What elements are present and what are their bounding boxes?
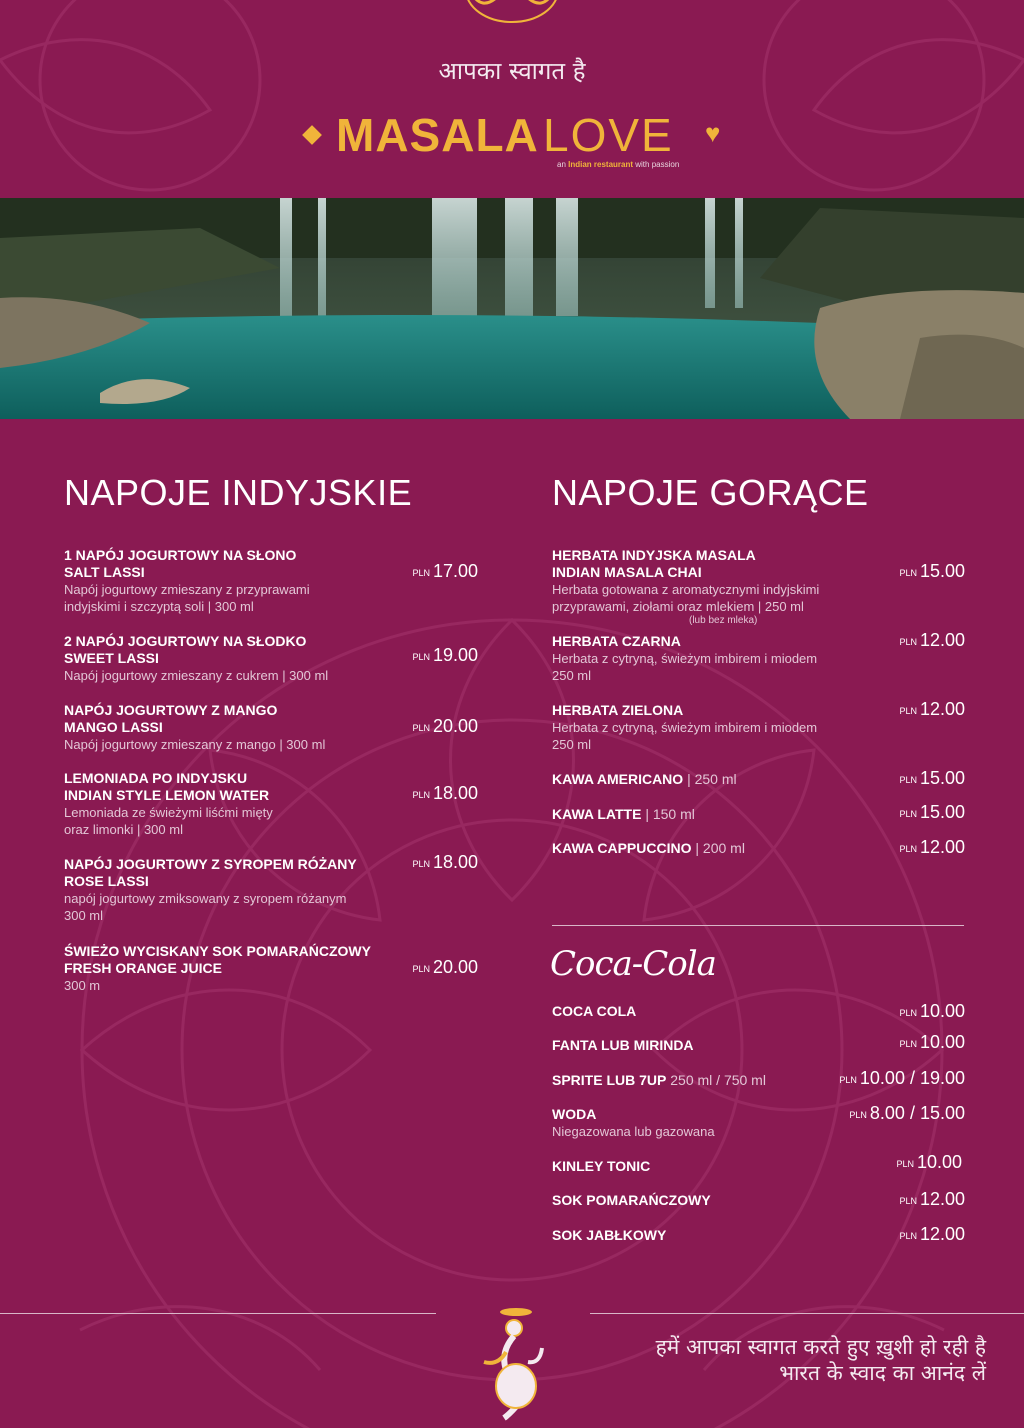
waterfall-illustration xyxy=(0,198,1024,419)
logo-tagline: an Indian restaurant with passion xyxy=(557,160,680,169)
logo-love: LOVE xyxy=(543,109,674,161)
menu-item-americano: KAWA AMERICANO | 250 ml xyxy=(552,771,737,787)
price-orange-juice-box: PLN 12.00 xyxy=(899,1189,965,1209)
price-green-tea: PLN 12.00 xyxy=(899,699,965,719)
menu-item-salt-lassi: 1 NAPÓJ JOGURTOWY NA SŁONO SALT LASSI Napój jogurtowy zmieszany z przyprawami indyjskimi i szczyptą soli | 300 ml xyxy=(64,547,310,614)
menu-item-mango-lassi: NAPÓJ JOGURTOWY Z MANGO MANGO LASSI Napój jogurtowy zmieszany z mango | 300 ml xyxy=(64,702,326,752)
price-sweet-lassi: PLN 19.00 xyxy=(412,645,478,665)
menu-item-masala-chai: HERBATA INDYJSKA MASALA INDIAN MASALA CHAI Herbata gotowana z aromatycznymi indyjskimi przyprawami, ziołami oraz mlekiem | 250 ml xyxy=(552,547,820,614)
menu-item-rose-lassi: NAPÓJ JOGURTOWY Z SYROPEM RÓŻANY ROSE LASSI napój jogurtowy zmiksowany z syropem różanym 300 ml xyxy=(64,856,357,923)
price-cappuccino: PLN 12.00 xyxy=(899,837,965,857)
footer-divider-right xyxy=(590,1313,1024,1314)
coca-cola-logo: Coca-Cola xyxy=(550,944,716,984)
hero-waterfall-image xyxy=(0,198,1024,419)
menu-item-coca-cola: COCA COLA xyxy=(552,1003,637,1019)
price-masala-chai: PLN 15.00 xyxy=(899,561,965,581)
footer-greeting-line-1: हमें आपका स्वागत करते हुए ख़ुशी हो रही है xyxy=(655,1335,986,1359)
welcome-text: आपका स्वागत है xyxy=(438,57,586,85)
footer-greeting-line-2: भारत के स्वाद का आनंद लें xyxy=(779,1361,986,1385)
price-mango-lassi: PLN 20.00 xyxy=(412,716,478,736)
section-divider xyxy=(552,925,964,926)
logo-masala: MASALA xyxy=(336,109,539,161)
menu-item-latte: KAWA LATTE | 150 ml xyxy=(552,806,695,822)
masala-chai-note: (lub bez mleka) xyxy=(689,615,758,626)
menu-item-black-tea: HERBATA CZARNA Herbata z cytryną, świeżym imbirem i miodem 250 ml xyxy=(552,633,818,683)
menu-item-orange-juice-box: SOK POMARAŃCZOWY xyxy=(552,1192,711,1208)
price-coca-cola: PLN 10.00 xyxy=(899,1001,965,1021)
menu-item-green-tea: HERBATA ZIELONA Herbata z cytryną, świeżym imbirem i miodem 250 ml xyxy=(552,702,818,752)
menu-item-lemon-water: LEMONIADA PO INDYJSKU INDIAN STYLE LEMON WATER Lemoniada ze świeżymi liśćmi mięty oraz limonki | 300 ml xyxy=(64,770,273,837)
price-sprite: PLN 10.00 / 19.00 xyxy=(839,1068,965,1088)
price-kinley-tonic: PLN 10.00 xyxy=(896,1152,962,1172)
menu-item-sweet-lassi: 2 NAPÓJ JOGURTOWY NA SŁODKO SWEET LASSI Napój jogurtowy zmieszany z cukrem | 300 ml xyxy=(64,633,329,683)
menu-item-water: WODA Niegazowana lub gazowana xyxy=(552,1106,715,1139)
footer-divider-left xyxy=(0,1313,436,1314)
section-title-hot-drinks: NAPOJE GORĄCE xyxy=(552,472,869,513)
menu-item-apple-juice: SOK JABŁKOWY xyxy=(552,1227,667,1243)
price-americano: PLN 15.00 xyxy=(899,768,965,788)
menu-item-orange-juice: ŚWIEŻO WYCISKANY SOK POMARAŃCZOWY FRESH ORANGE JUICE 300 m xyxy=(64,943,371,993)
price-apple-juice: PLN 12.00 xyxy=(899,1224,965,1244)
menu-item-sprite: SPRITE LUB 7UP 250 ml / 750 ml xyxy=(552,1072,766,1088)
menu-item-kinley-tonic: KINLEY TONIC xyxy=(552,1158,651,1174)
dancer-figure-icon xyxy=(470,1292,554,1422)
lotus-emblem-icon xyxy=(452,0,572,26)
price-rose-lassi: PLN 18.00 xyxy=(412,852,478,872)
price-black-tea: PLN 12.00 xyxy=(899,630,965,650)
menu-item-fanta: FANTA LUB MIRINDA xyxy=(552,1037,694,1053)
heart-icon: ♥ xyxy=(705,118,721,148)
price-salt-lassi: PLN 17.00 xyxy=(412,561,478,581)
price-latte: PLN 15.00 xyxy=(899,802,965,822)
price-fanta: PLN 10.00 xyxy=(899,1032,965,1052)
diamond-icon xyxy=(302,125,322,145)
price-lemon-water: PLN 18.00 xyxy=(412,783,478,803)
menu-item-cappuccino: KAWA CAPPUCCINO | 200 ml xyxy=(552,840,745,856)
header xyxy=(0,0,1024,198)
price-water: PLN 8.00 / 15.00 xyxy=(849,1103,965,1123)
section-title-indian-drinks: NAPOJE INDYJSKIE xyxy=(64,472,413,513)
price-orange-juice: PLN 20.00 xyxy=(412,957,478,977)
restaurant-logo xyxy=(0,108,1024,168)
